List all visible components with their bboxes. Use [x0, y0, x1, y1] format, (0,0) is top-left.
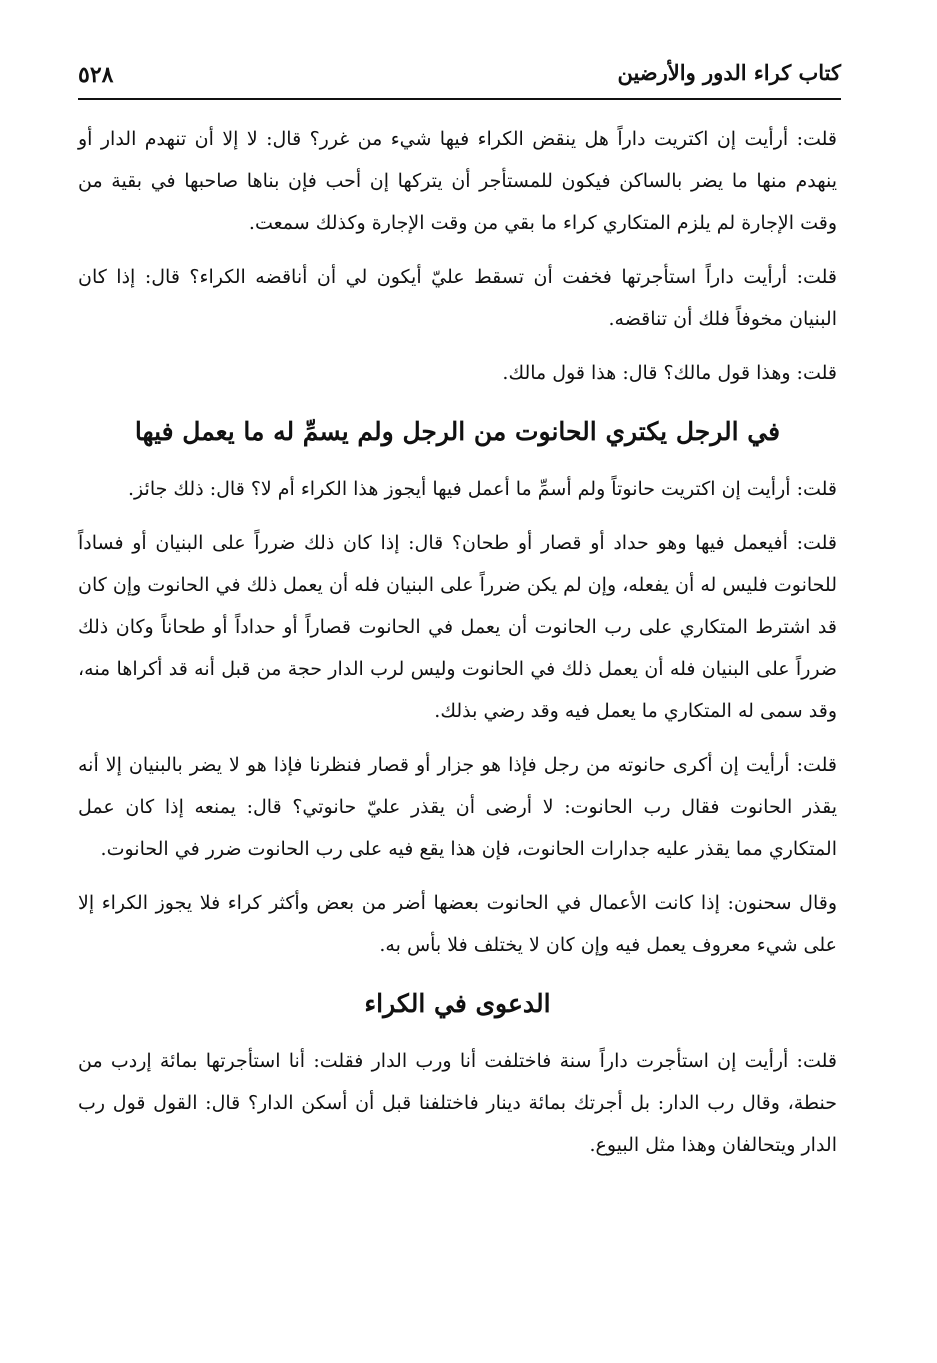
paragraph-8: قلت: أرأيت إن استأجرت داراً سنة فاختلفت أنا ورب الدار فقلت: أنا استأجرتها بمائة إردب من حنطة، وقال رب الدار: بل أجرتك بمائة دينار فاختلفنا قبل أن أسكن الدار؟ قال: القول قول رب الدار ويتحالفان وهذا مثل البيوع. — [78, 1050, 837, 1156]
paragraph-4: قلت: أرأيت إن اكتريت حانوتاً ولم أسمِّ ما أعمل فيها أيجوز هذا الكراء أم لا؟ قال: ذلك جائز. — [128, 478, 837, 500]
section-heading-rent-dispute: الدعوى في الكراء — [364, 989, 551, 1018]
page-number: ٥٢٨ — [78, 62, 114, 88]
paragraph-5: قلت: أفيعمل فيها وهو حداد أو قصار أو طحان؟ قال: إذا كان ذلك ضرراً على البنيان أو فساداً للحانوت فليس له أن يفعله، وإن لم يكن ضرراً على البنيان فله أن يعمل ذلك في الحانوت وإن كان قد اشترط المتكاري على رب الحانوت أن يعمل في الحانوت قصاراً أو حداداً أو طحاناً وكان ذلك ضرراً على البنيان فله أن يعمل ذلك في الحانوت وليس لرب الدار حجة من قبل أنه قد أكراها منه، وقد سمى له المتكاري ما يعمل فيه وقد رضي بذلك. — [78, 532, 837, 722]
paragraph-7: وقال سحنون: إذا كانت الأعمال في الحانوت بعضها أضر من بعض وأكثر كراء فلا يجوز الكراء إلا على شيء معروف يعمل فيه وإن كان لا يختلف فلا بأس به. — [78, 892, 837, 956]
paragraph-3: قلت: وهذا قول مالك؟ قال: هذا قول مالك. — [502, 362, 837, 384]
section-heading-shop-rental: في الرجل يكتري الحانوت من الرجل ولم يسمِّ له ما يعمل فيها — [134, 417, 781, 446]
page-body — [78, 118, 837, 1178]
paragraph-2: قلت: أرأيت داراً استأجرتها فخفت أن تسقط عليّ أيكون لي أن أناقضه الكراء؟ قال: إذا كان البنيان مخوفاً فلك أن تناقضه. — [78, 266, 837, 330]
running-title: كتاب كراء الدور والأرضين — [617, 60, 841, 85]
paragraph-6: قلت: أرأيت إن أكرى حانوته من رجل فإذا هو جزار أو قصار فنظرنا فإذا هو لا يضر بالبنيان إلا أنه يقذر الحانوت فقال رب الحانوت: لا أرضى أن يقذر عليّ حانوتي؟ قال: يمنعه إذا كان عمل المتكاري مما يقذر عليه جدارات الحانوت، فإن هذا يقع فيه على رب الحانوت ضرر في الحانوت. — [78, 754, 838, 860]
page-header — [78, 52, 841, 100]
paragraph-1: قلت: أرأيت إن اكتريت داراً هل ينقض الكراء فيها شيء من غرر؟ قال: لا إلا أن تنهدم الدار أو ينهدم منها ما يضر بالساكن فيكون للمستأجر أن يتركها إن أحب فإن بناها صاحبها في بقية من وقت الإجارة لم يلزم المتكاري كراء ما بقي من وقت الإجارة وكذلك سمعت. — [78, 128, 837, 234]
